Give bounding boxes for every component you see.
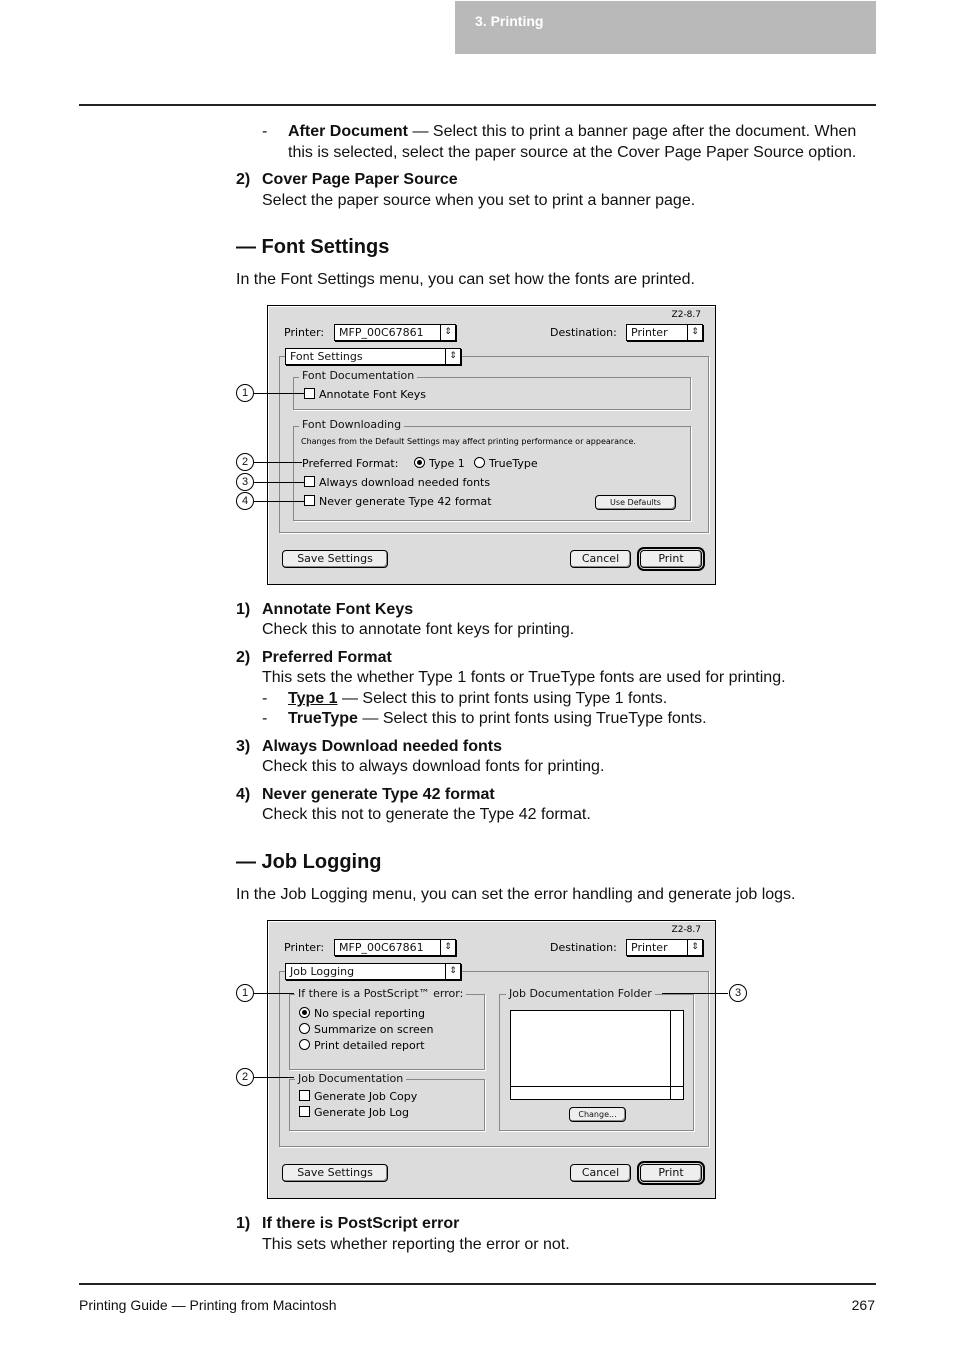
font-settings-dialog	[267, 305, 716, 585]
pf-option-type1	[288, 688, 667, 709]
type1-label: Type 1	[429, 457, 465, 470]
radio-selected-icon	[299, 1007, 310, 1018]
item-title: If there is PostScript error	[262, 1215, 460, 1232]
job-logging-dialog	[267, 920, 716, 1199]
item-title: Annotate Font Keys	[262, 601, 414, 618]
updown-arrows-icon: ⇕	[440, 325, 455, 340]
item-number: 3)	[236, 738, 251, 755]
annotate-font-keys-checkbox[interactable]	[304, 388, 426, 401]
printer-select[interactable]	[334, 939, 456, 956]
gen-copy-label: Generate Job Copy	[314, 1090, 418, 1103]
type1-term: Type 1	[288, 690, 338, 707]
printer-label: Printer:	[284, 326, 325, 339]
cancel-button[interactable]: Cancel	[570, 1164, 631, 1182]
summarize-on-screen-radio[interactable]	[299, 1023, 434, 1036]
print-button[interactable]: Print	[640, 1164, 702, 1182]
footer-title: Printing Guide — Printing from Macintosh	[79, 1297, 337, 1313]
opt1-label: No special reporting	[314, 1007, 425, 1020]
never-generate-label: Never generate Type 42 format	[319, 495, 492, 508]
footer-rule	[79, 1283, 876, 1285]
after-document-text: — Select this to print a banner page after the document. When	[408, 123, 857, 140]
job-logging-heading: — Job Logging	[236, 851, 382, 873]
printer-label: Printer:	[284, 941, 325, 954]
panel-select[interactable]	[285, 963, 461, 980]
pf-option-truetype	[288, 708, 707, 729]
callout-3: 3	[729, 984, 747, 1002]
bullet-dash: -	[262, 690, 268, 707]
bullet-dash: -	[262, 710, 268, 727]
job-documentation-group	[289, 1079, 485, 1131]
always-download-label: Always download needed fonts	[319, 476, 491, 489]
font-settings-heading: — Font Settings	[236, 236, 390, 258]
callout-line	[254, 462, 302, 463]
checkbox-icon	[304, 495, 315, 506]
use-defaults-button[interactable]: Use Defaults	[595, 495, 676, 510]
print-button[interactable]: Print	[640, 550, 702, 568]
cancel-button[interactable]: Cancel	[570, 550, 631, 568]
job-documentation-title: Job Documentation	[295, 1072, 406, 1085]
radio-icon	[474, 457, 485, 468]
type1-radio[interactable]	[414, 457, 465, 470]
annotate-label: Annotate Font Keys	[319, 388, 426, 401]
item-number: 2)	[236, 649, 251, 666]
callout-line	[662, 993, 728, 994]
destination-select[interactable]	[626, 324, 703, 341]
preferred-format-label: Preferred Format:	[302, 457, 399, 470]
radio-icon	[299, 1039, 310, 1050]
font-documentation-title: Font Documentation	[299, 369, 417, 382]
callout-4: 4	[236, 492, 254, 510]
item-title: Preferred Format	[262, 649, 392, 666]
callout-line	[254, 393, 304, 394]
chapter-tab	[455, 1, 876, 54]
updown-arrows-icon: ⇕	[687, 940, 702, 955]
callout-line	[254, 1077, 294, 1078]
callout-2: 2	[236, 1068, 254, 1086]
error-group-title: If there is a PostScript™ error:	[295, 987, 466, 1000]
truetype-desc: — Select this to print fonts using TrueType fonts.	[357, 710, 707, 727]
gen-log-label: Generate Job Log	[314, 1106, 409, 1119]
after-document-term: After Document	[288, 123, 409, 140]
print-detailed-report-radio[interactable]	[299, 1039, 425, 1052]
printer-value: MFP_00C67861	[339, 941, 424, 954]
callout-line	[254, 482, 304, 483]
truetype-radio[interactable]	[474, 457, 538, 470]
truetype-term: TrueType	[288, 710, 358, 727]
callout-line	[254, 501, 304, 502]
item-desc: This sets whether reporting the error or not.	[262, 1236, 570, 1253]
item-number: 1)	[236, 1215, 251, 1232]
truetype-label: TrueType	[489, 457, 538, 470]
item-title: Never generate Type 42 format	[262, 786, 495, 803]
change-button[interactable]: Change...	[569, 1107, 626, 1122]
after-document-line1	[288, 121, 856, 142]
generate-job-copy-checkbox[interactable]	[299, 1090, 417, 1103]
defaults-warning: Changes from the Default Settings may affect printing performance or appearance.	[301, 437, 636, 446]
item-title: Always Download needed fonts	[262, 738, 503, 755]
page-number: 267	[851, 1297, 875, 1313]
opt2-label: Summarize on screen	[314, 1023, 434, 1036]
type1-desc: — Select this to print fonts using Type 1 fonts.	[337, 690, 668, 707]
radio-selected-icon	[414, 457, 425, 468]
printer-select[interactable]	[334, 324, 456, 341]
cover-desc: Select the paper source when you set to print a banner page.	[262, 192, 696, 209]
callout-2: 2	[236, 453, 254, 471]
panel-select[interactable]	[285, 348, 461, 365]
panel-value: Font Settings	[290, 350, 363, 363]
cover-title: Cover Page Paper Source	[262, 171, 458, 188]
callout-3: 3	[236, 473, 254, 491]
callout-1: 1	[236, 384, 254, 402]
opt3-label: Print detailed report	[314, 1039, 425, 1052]
checkbox-icon	[304, 388, 315, 399]
version-label: Z2-8.7	[671, 310, 701, 320]
bullet-dash: -	[262, 123, 268, 140]
updown-arrows-icon: ⇕	[687, 325, 702, 340]
folder-group-title: Job Documentation Folder	[506, 987, 655, 1000]
no-special-reporting-radio[interactable]	[299, 1007, 425, 1020]
header-rule	[79, 104, 876, 106]
item-number: 4)	[236, 786, 251, 803]
printer-value: MFP_00C67861	[339, 326, 424, 339]
never-generate-checkbox[interactable]	[304, 495, 492, 508]
item-desc: Check this to annotate font keys for printing.	[262, 621, 575, 638]
callout-line	[254, 993, 294, 994]
save-settings-button[interactable]: Save Settings	[282, 1164, 388, 1182]
generate-job-log-checkbox[interactable]	[299, 1106, 409, 1119]
chapter-tab-label: 3. Printing	[475, 13, 544, 29]
destination-value: Printer	[631, 326, 668, 339]
item-desc: This sets the whether Type 1 fonts or TrueType fonts are used for printing.	[262, 669, 786, 686]
item-number: 1)	[236, 601, 251, 618]
checkbox-icon	[299, 1106, 310, 1117]
destination-value: Printer	[631, 941, 668, 954]
panel-value: Job Logging	[290, 965, 355, 978]
item-desc: Check this to always download fonts for printing.	[262, 758, 605, 775]
updown-arrows-icon: ⇕	[445, 964, 460, 979]
cover-number: 2)	[236, 171, 251, 188]
radio-icon	[299, 1023, 310, 1034]
folder-listbox[interactable]	[510, 1010, 684, 1100]
callout-1: 1	[236, 984, 254, 1002]
updown-arrows-icon: ⇕	[445, 349, 460, 364]
item-desc: Check this not to generate the Type 42 format.	[262, 806, 591, 823]
destination-select[interactable]	[626, 939, 703, 956]
updown-arrows-icon: ⇕	[440, 940, 455, 955]
version-label: Z2-8.7	[671, 925, 701, 935]
checkbox-icon	[304, 476, 315, 487]
checkbox-icon	[299, 1090, 310, 1101]
job-logging-intro: In the Job Logging menu, you can set the error handling and generate job logs.	[236, 886, 796, 903]
save-settings-button[interactable]: Save Settings	[282, 550, 388, 568]
font-downloading-title: Font Downloading	[299, 418, 404, 431]
destination-label: Destination:	[550, 326, 617, 339]
font-settings-intro: In the Font Settings menu, you can set how the fonts are printed.	[236, 271, 695, 288]
destination-label: Destination:	[550, 941, 617, 954]
after-document-line2: this is selected, select the paper source at the Cover Page Paper Source option.	[288, 144, 857, 161]
always-download-checkbox[interactable]	[304, 476, 490, 489]
scrollbar-divider	[511, 1086, 683, 1087]
